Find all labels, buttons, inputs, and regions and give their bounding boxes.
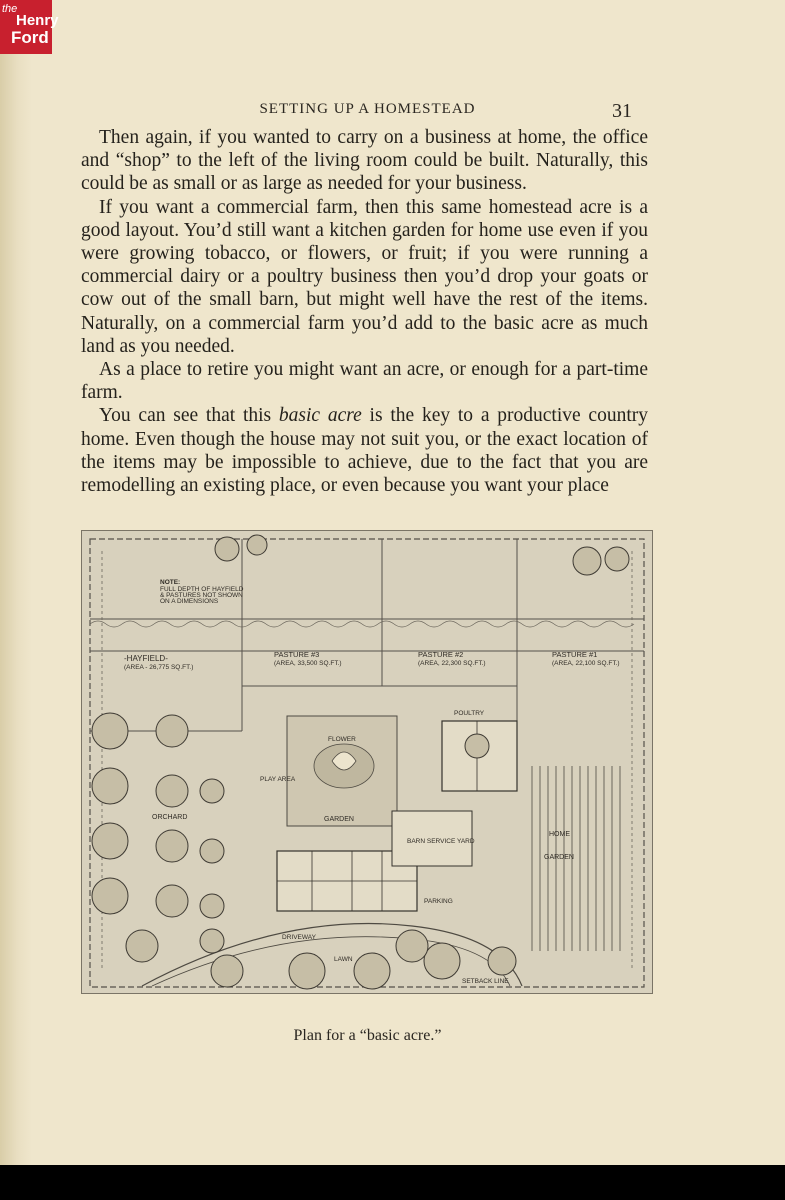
plan-pasture-1-area: (AREA, 22,100 SQ.FT.) [552, 660, 620, 667]
plan-play-area-label: PLAY AREA [260, 776, 296, 783]
page-number: 31 [612, 100, 632, 122]
running-head: SETTING UP A HOMESTEAD [259, 101, 476, 117]
paragraph-4-start: You can see that this [99, 405, 279, 427]
plan-note: NOTE: [160, 579, 181, 586]
plan-hayfield-label: -HAYFIELD- [124, 654, 168, 663]
plan-pasture-3-area: (AREA, 33,500 SQ.FT.) [274, 660, 342, 667]
plan-parking-label: PARKING [424, 898, 453, 905]
logo-the: the [2, 3, 18, 15]
scan-bottom-border [0, 1165, 785, 1200]
paragraph-1: Then again, if you wanted to carry on a business at home, the office and “shop” to the left of the living room could be built. Naturally, this could be as small or as large as needed for your business. [81, 127, 648, 195]
plan-setback-label: SETBACK LINE [462, 978, 509, 985]
plan-lawn-label: LAWN [334, 956, 353, 963]
plan-home-garden-label: GARDEN [544, 854, 574, 861]
plan-pasture-1-label: PASTURE #1 [552, 650, 598, 659]
logo-ford: Ford [11, 28, 49, 47]
paragraph-3: As a place to retire you might want an acre, or enough for a part-time farm. [81, 359, 648, 404]
paragraph-4-emphasis: basic acre [278, 405, 362, 427]
paragraph-4-end: is the key to a productive country home. Even though the house may not suit you, or the exact location of the items may be impossible to achieve, due to the fact that you are remodelling an existing place, or even because you want your place [81, 405, 648, 497]
figure-caption: Plan for a “basic acre.” [293, 1027, 442, 1044]
body-text [81, 126, 648, 497]
plan-home-label: HOME [549, 831, 570, 838]
plan-pasture-3-label: PASTURE #3 [274, 650, 320, 659]
logo-henry: Henry [16, 12, 59, 29]
henry-ford-logo[interactable] [0, 0, 59, 54]
plan-poultry-label: POULTRY [454, 710, 485, 717]
paragraph-2: If you want a commercial farm, then this same homestead acre is a good layout. You’d still want a kitchen garden for home use even if you were growing tobacco, or flowers, or fruit; if you were running a commercial dairy or a poultry business then you’d drop your goats or cow out of the small barn, but might well have the rest of the items. Naturally, on a commercial farm you’d add to the basic acre as much land as you needed. [81, 196, 648, 357]
plan-note-line-2: & PASTURES NOT SHOWN [160, 592, 243, 599]
plan-barn-yard-label: BARN SERVICE YARD [407, 838, 475, 845]
site-plan-drawing [82, 531, 652, 993]
plan-drive-label: DRIVEWAY [282, 934, 316, 941]
plan-pasture-2-area: (AREA, 22,300 SQ.FT.) [418, 660, 486, 667]
plan-pasture-2-label: PASTURE #2 [418, 650, 464, 659]
site-plan-illustration [81, 530, 653, 994]
plan-flower-label: FLOWER [328, 736, 356, 743]
paragraph-4 [81, 404, 648, 497]
plan-orchard-label: ORCHARD [152, 814, 188, 821]
plan-note-line-3: ON A DIMENSIONS [160, 598, 219, 605]
plan-hayfield-area: (AREA - 26,775 SQ.FT.) [124, 664, 194, 671]
plan-garden-label: GARDEN [324, 816, 354, 823]
plan-note-line-1: FULL DEPTH OF HAYFIELD [160, 586, 244, 593]
